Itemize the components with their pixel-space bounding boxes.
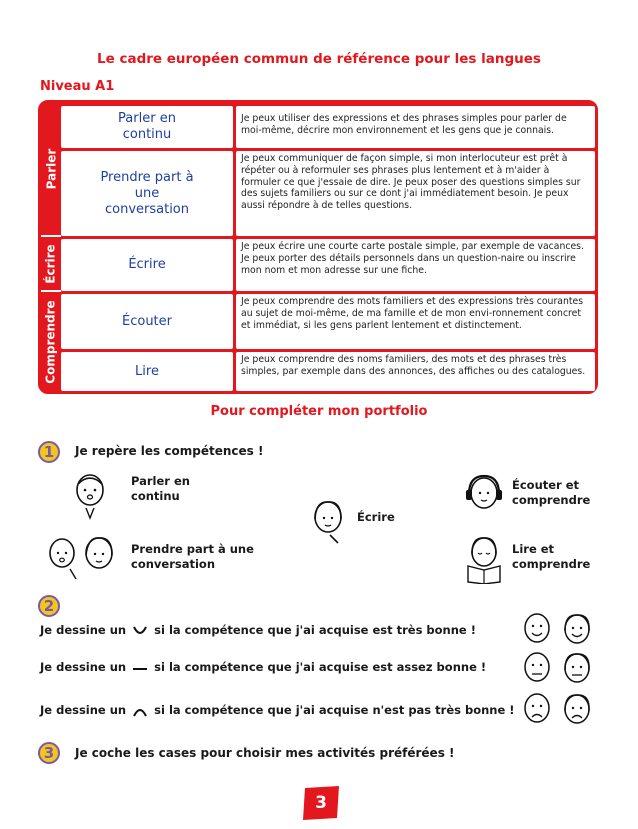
competence-description: Je peux utiliser des expressions et des phrases simples pour parler de moi-même, décrire mon environnement et les gens que je connais. [236, 106, 595, 148]
frown-symbol-icon [132, 705, 148, 717]
competence-name: Prendre part à une conversation [61, 151, 233, 236]
table-row [61, 294, 595, 349]
sad-faces-icon [520, 691, 600, 725]
category-ecrire: Écrire [44, 243, 58, 284]
item-ecouter: Écouter et comprendre [512, 478, 591, 507]
page-number: 3 [301, 786, 341, 820]
instruction-line-smile: Je dessine un si la compétence que j'ai acquise est très bonne ! [40, 623, 476, 637]
table-row [61, 239, 595, 291]
cecr-table [38, 100, 598, 394]
table-row [61, 151, 595, 236]
listening-face-icon [463, 472, 505, 514]
page-title: Le cadre européen commun de référence pour les langues [97, 51, 541, 67]
level-label: Niveau A1 [40, 79, 115, 94]
competence-description: Je peux communiquer de façon simple, si mon interlocuteur est prêt à répéter ou à reformuler ses phrases plus lentement et à m'aider à formuler ce que j'essaie de dire. Je peux poser des questions simples sur des sujets familiers ou sur ce dont j'ai immédiatement besoin. Je peux aussi répondre à de telles questions. [236, 151, 595, 236]
table-row [61, 352, 595, 391]
category-comprendre: Comprendre [44, 299, 59, 384]
item-parler-continu: Parler en continu [131, 474, 190, 503]
reading-face-icon [463, 534, 505, 584]
competence-name: Écrire [61, 239, 233, 291]
competence-grid [61, 103, 595, 391]
smile-symbol-icon [132, 625, 148, 637]
section3-heading: Je coche les cases pour choisir mes activités préférées ! [75, 746, 455, 760]
competence-description: Je peux comprendre des noms familiers, des mots et des phrases très simples, par exemple dans des annonces, des affiches ou des catalogues. [236, 352, 595, 391]
item-prendre-part: Prendre part à une conversation [131, 542, 254, 571]
item-lire: Lire et comprendre [512, 542, 591, 571]
writing-face-icon [308, 497, 350, 545]
section1-heading: Je repère les compétences ! [75, 444, 264, 458]
instruction-line-dash: Je dessine un si la compétence que j'ai acquise est assez bonne ! [40, 660, 487, 674]
portfolio-title: Pour compléter mon portfolio [210, 404, 428, 419]
instruction-line-frown: Je dessine un si la compétence que j'ai acquise n'est pas très bonne ! [40, 703, 515, 717]
step-badge-1: 1 [38, 441, 60, 463]
category-parler: Parler [44, 148, 59, 190]
category-sidebar [41, 103, 61, 391]
neutral-faces-icon [520, 650, 600, 684]
table-row [61, 106, 595, 148]
competence-name: Parler en continu [61, 106, 233, 148]
happy-faces-icon [520, 611, 600, 645]
step-badge-3: 3 [38, 742, 60, 764]
conversation-faces-icon [44, 533, 120, 583]
dash-symbol-icon [132, 662, 148, 674]
item-ecrire: Écrire [357, 510, 395, 524]
competence-description: Je peux comprendre des mots familiers et des expressions très courantes au sujet de moi-même, de ma famille et de mon envi-ronnement concret et immédiat, si les gens parlent lentement et distinctement. [236, 294, 595, 349]
competence-name: Écouter [61, 294, 233, 349]
step-badge-2: 2 [38, 595, 60, 617]
competence-description: Je peux écrire une courte carte postale simple, par exemple de vacances. Je peux porter des détails personnels dans un question-naire ou inscrire mon nom et mon adresse sur une fiche. [236, 239, 595, 291]
competence-name: Lire [61, 352, 233, 391]
speaking-face-icon [70, 470, 110, 522]
